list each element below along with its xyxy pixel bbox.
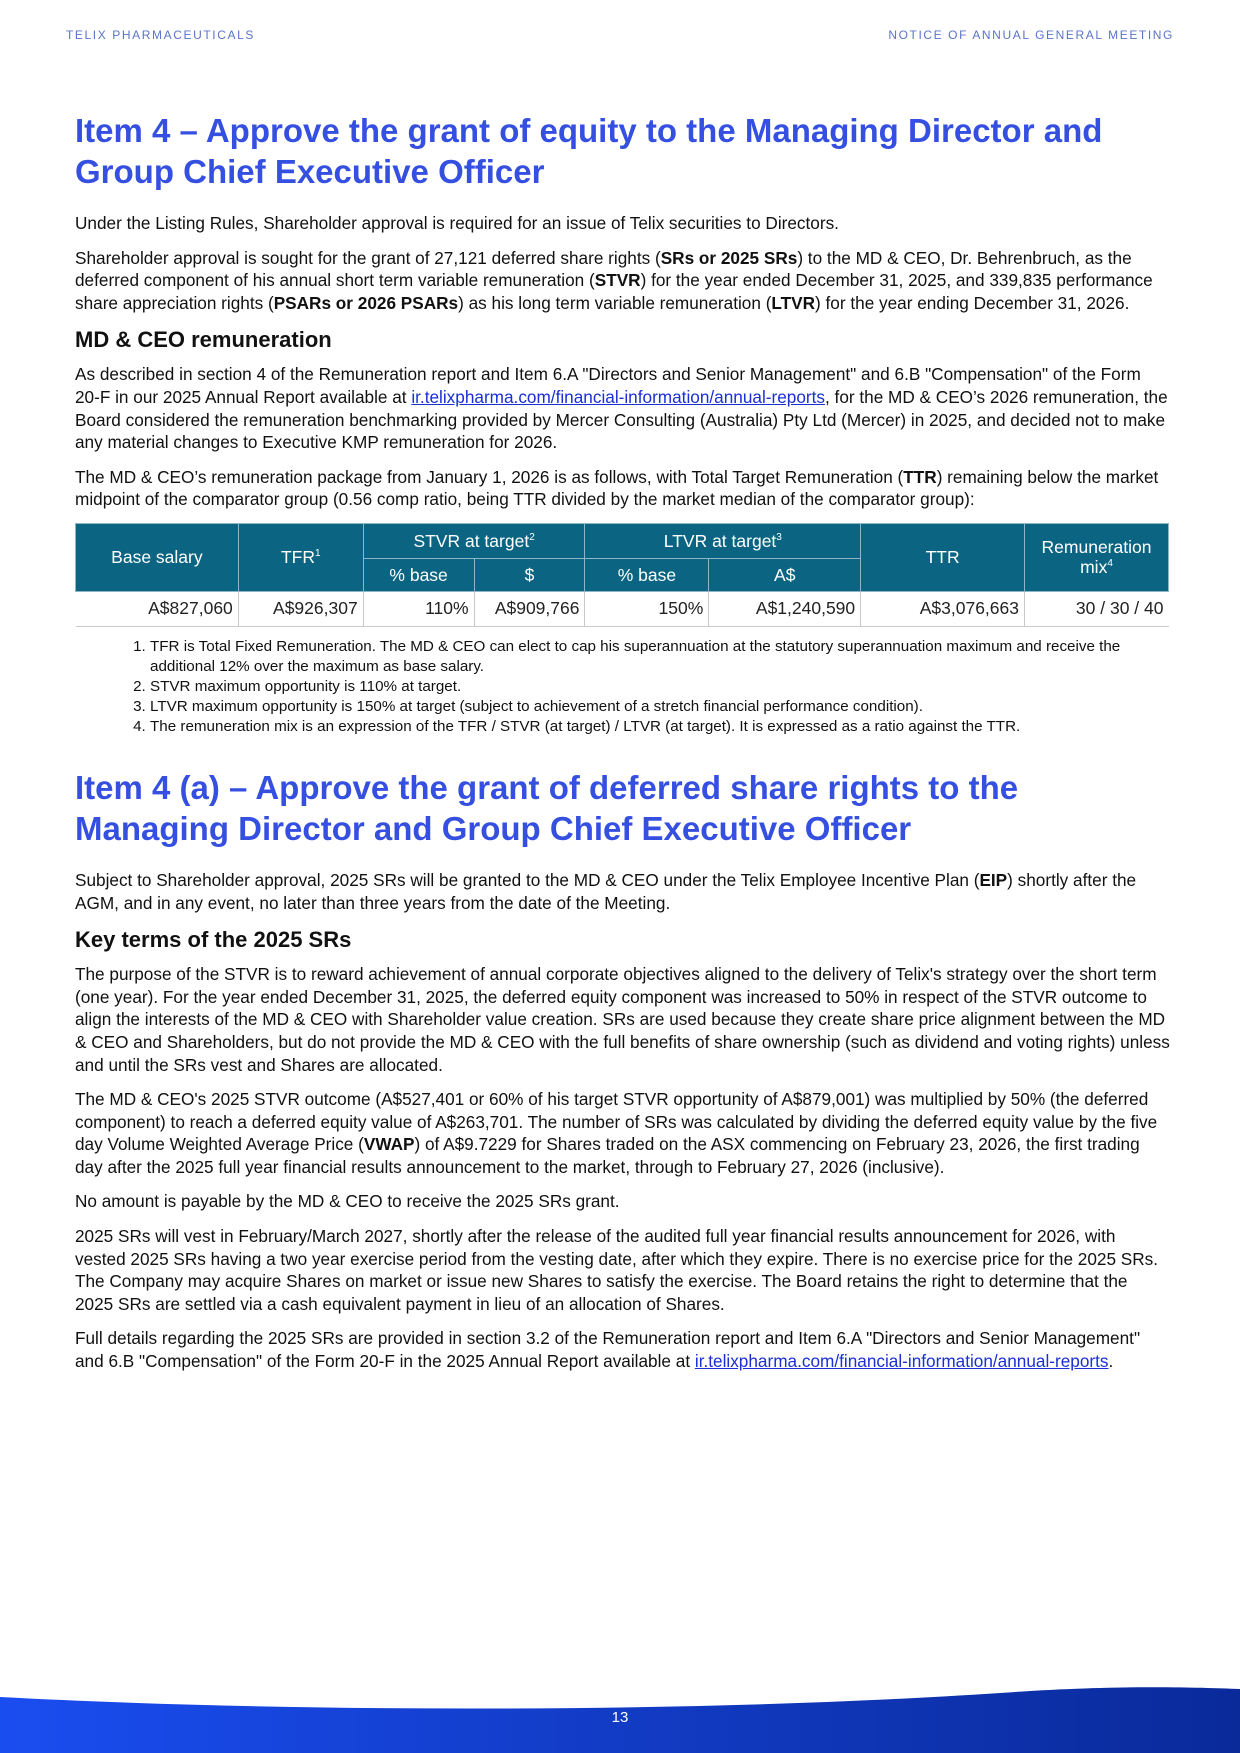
header-stvr-at-target: STVR at target$^2$ [363, 523, 585, 558]
header-ltvr-at-target: LTVR at target$^3$ [585, 523, 861, 558]
header-base-salary: Base salary [76, 523, 239, 591]
header-ltvr-aud: A$ [709, 558, 861, 591]
cell-stvr-pct: 110% [363, 591, 474, 626]
annual-reports-link[interactable]: ir.telixpharma.com/financial-information/annual-reports [411, 386, 825, 407]
item4-paragraph-2: Shareholder approval is sought for the grant of 27,121 deferred share rights (SRs or 2025 SRs) to the MD & CEO, Dr. Behrenbruch, as the deferred component of his annual short term variable remuneration (STVR) for the year ended December 31, 2025, and 339,835 performance share appreciation rights (PSARs or 2026 PSARs) as his long term variable remuneration (LTVR) for the year ending December 31, 2026. [75, 247, 1153, 313]
header-stvr-dollar: $ [474, 558, 585, 591]
item4a-paragraph-5: 2025 SRs will vest in February/March 2027, shortly after the release of the audited full year financial results announcement for 2026, with vested 2025 SRs having a two year exercise period from the vesting date, after which they expire. There is no exercise price for the 2025 SRs. The Company may acquire Shares on market or issue new Shares to satisfy the exercise. The Board retains the right to determine that the 2025 SRs are settled via a cash equivalent payment in lieu of an allocation of Shares. [75, 1226, 1159, 1314]
running-header-document: NOTICE OF ANNUAL GENERAL MEETING [888, 28, 1174, 42]
item4a-paragraph-4: No amount is payable by the MD & CEO to receive the 2025 SRs grant. [75, 1191, 620, 1212]
header-remuneration-mix: Remuneration mix$^4$ [1025, 523, 1169, 591]
cell-ltvr-pct: 150% [585, 591, 709, 626]
page-number: 13 [611, 1709, 629, 1726]
table-row [76, 591, 1169, 626]
remuneration-table [75, 523, 1169, 627]
item4a-paragraph-6: Full details regarding the 2025 SRs are provided in section 3.2 of the Remuneration report and Item 6.A "Directors and Senior Management" and 6.B "Compensation" of the Form 20-F in the 2025 Annual Report available at ir.telixpharma.com/financial-information/annual-reports. [75, 1328, 1141, 1372]
footnote-2: 2. STVR maximum opportunity is 110% at target. [150, 677, 1170, 697]
md-ceo-paragraph-2: The MD & CEO’s remuneration package from January 1, 2026 is as follows, with Total Target Remuneration (TTR) remaining below the market midpoint of the comparator group (0.56 comp ratio, being TTR divided by the market median of the comparator group): [75, 466, 1159, 510]
item4-title: Item 4 – Approve the grant of equity to the Managing Director and Group Chief Executive Officer [75, 112, 1103, 190]
header-ltvr-pct-base: % base [585, 558, 709, 591]
cell-ltvr-amount: A$1,240,590 [709, 591, 861, 626]
item4a-paragraph-1: Subject to Shareholder approval, 2025 SRs will be granted to the MD & CEO under the Telix Employee Incentive Plan (EIP) shortly after the AGM, and in any event, no later than three years from the date of the Meeting. [75, 869, 1137, 913]
item4a-title: Item 4 (a) – Approve the grant of deferred share rights to the Managing Director and Group Chief Executive Officer [75, 768, 1019, 847]
header-ttr: TTR [861, 523, 1025, 591]
item4a-paragraph-2: The purpose of the STVR is to reward achievement of annual corporate objectives aligned to the delivery of Telix's strategy over the short term (one year). For the year ended December 31, 2025, the deferred equity component was increased to 50% in respect of the STVR outcome to align the interests of the MD & CEO with Shareholder value creation. SRs are used because they create share price alignment between the MD & CEO and Shareholders, but do not provide the MD & CEO with the full benefits of share ownership (such as dividend and voting rights) unless and until the SRs vest and Shares are allocated. [75, 964, 1170, 1075]
item4a-paragraph-3: The MD & CEO's 2025 STVR outcome (A$527,401 or 60% of his target STVR opportunity of A$879,001) was multiplied by 50% (the deferred component) to reach a deferred equity value of A$263,701. The number of SRs was calculated by dividing the deferred equity value by the five day Volume Weighted Average Price (VWAP) of A$9.7229 for Shares traded on the ASX commencing on February 23, 2026, the first trading day after the 2025 full year financial results announcement to the market, through to February 27, 2026 (inclusive). [75, 1089, 1158, 1177]
page-content [75, 110, 1170, 1385]
md-ceo-remuneration-heading: MD & CEO remuneration [75, 327, 332, 353]
annual-reports-link-2[interactable]: ir.telixpharma.com/financial-information/annual-reports [694, 1351, 1109, 1372]
item4-paragraph-1: Under the Listing Rules, Shareholder approval is required for an issue of Telix securities to Directors. [75, 213, 839, 233]
table-footnotes [75, 637, 1170, 737]
cell-tfr: A$926,307 [238, 591, 363, 626]
cell-ttr: A$3,076,663 [861, 591, 1025, 626]
footnote-3: 3. LTVR maximum opportunity is 150% at target (subject to achievement of a stretch financial performance condition). [150, 697, 1170, 717]
header-tfr: TFR$^1$ [238, 523, 363, 591]
running-header-company: TELIX PHARMACEUTICALS [66, 28, 255, 42]
cell-remuneration-mix: 30 / 30 / 40 [1025, 591, 1169, 626]
header-stvr-pct-base: % base [363, 558, 474, 591]
md-ceo-paragraph-1: As described in section 4 of the Remuneration report and Item 6.A "Directors and Senior Management" and 6.B "Compensation" of the Form 20-F in our 2025 Annual Report available at ir.telixpharma.com/financial-information/annual-reports, for the MD & CEO’s 2026 remuneration, the Board considered the remuneration benchmarking provided by Mercer Consulting (Australia) Pty Ltd (Mercer) in 2025, and decided not to make any material changes to Executive KMP remuneration for 2026. [75, 364, 1168, 453]
key-terms-heading: Key terms of the 2025 SRs [75, 927, 352, 953]
cell-base-salary: A$827,060 [76, 591, 239, 626]
footnote-4: 4. The remuneration mix is an expression of the TFR / STVR (at target) / LTVR (at target). It is expressed as a ratio against the TTR. [150, 717, 1170, 737]
footnote-1: 1. TFR is Total Fixed Remuneration. The MD & CEO can elect to cap his superannuation at the statutory superannuation maximum and receive the additional 12% over the maximum as base salary. [150, 637, 1170, 677]
cell-stvr-amount: A$909,766 [474, 591, 585, 626]
